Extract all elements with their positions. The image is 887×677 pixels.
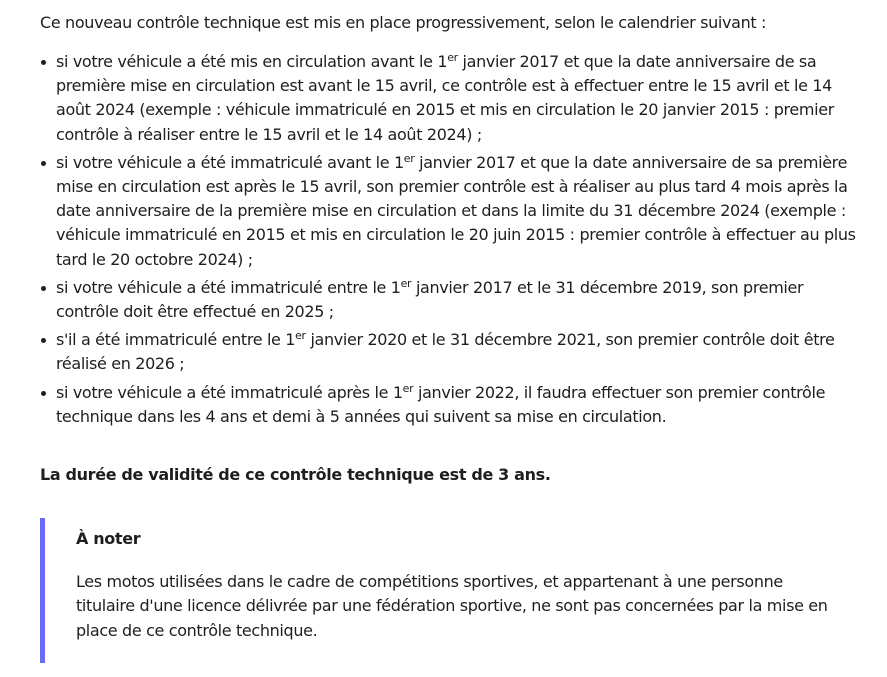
note-callout [40,518,840,663]
list-item-text: janvier 2017 et que la date anniversaire de sa première mise en circulation est après le 15 avril, son premier contrôle est à réaliser au plus tard 4 mois après la date anniversaire de la première mise en circulation et dans la limite du 31 décembre 2024 (exemple : véhicule immatriculé en 2015 et mis en circulation le 20 juin 2015 : premier contrôle à effectuer au plus tard le 20 octobre 2024) ; [56,152,856,269]
list-item [56,151,861,272]
superscript: er [400,276,412,290]
calendar-list [40,50,861,433]
list-item [56,276,861,324]
intro-paragraph: Ce nouveau contrôle technique est mis en place progressivement, selon le calendrier suivant : [40,13,767,32]
list-item-text: janvier 2017 et que la date anniversaire de sa première mise en circulation est avant le 15 avril, ce contrôle est à effectuer entre le 15 avril et le 14 août 2024 (exemple : véhicule immatriculé en 2015 et mis en circulation le 20 janvier 2015 : premier contrôle à réaliser entre le 15 avril et le 14 août 2024) ; [56,52,834,144]
note-title: À noter [76,529,141,548]
note-text: Les motos utilisées dans le cadre de compétitions sportives, et appartenant à une personne titulaire d'une licence délivrée par une fédération sportive, ne sont pas concernées par la mise en place de ce contrôle technique. [76,572,828,640]
list-item-text: s'il a été immatriculé entre le 1 [56,330,296,350]
superscript: er [447,51,458,64]
superscript: er [403,151,415,165]
list-item-text: janvier 2020 et le 31 décembre 2021, son premier contrôle doit être réalisé en 2026 ; [56,330,835,374]
list-item-text: janvier 2017 et le 31 décembre 2019, son premier contrôle doit être effectué en 2025 ; [56,277,804,322]
list-item-text: si votre véhicule a été immatriculé après le 1 [56,382,403,402]
list-item [56,50,861,147]
list-item-text: si votre véhicule a été mis en circulation avant le 1 [56,52,448,71]
list-item-text: si votre véhicule a été immatriculé avant le 1 [56,152,404,172]
list-item-text: si votre véhicule a été immatriculé entre le 1 [56,277,401,297]
superscript: er [295,329,306,343]
list-item [56,328,861,376]
validity-statement: La durée de validité de ce contrôle technique est de 3 ans. [40,465,551,484]
superscript: er [402,381,414,395]
list-item-text: janvier 2022, il faudra effectuer son premier contrôle technique dans les 4 ans et demi à 5 années qui suivent sa mise en circulation. [56,382,826,426]
list-item [56,381,861,429]
